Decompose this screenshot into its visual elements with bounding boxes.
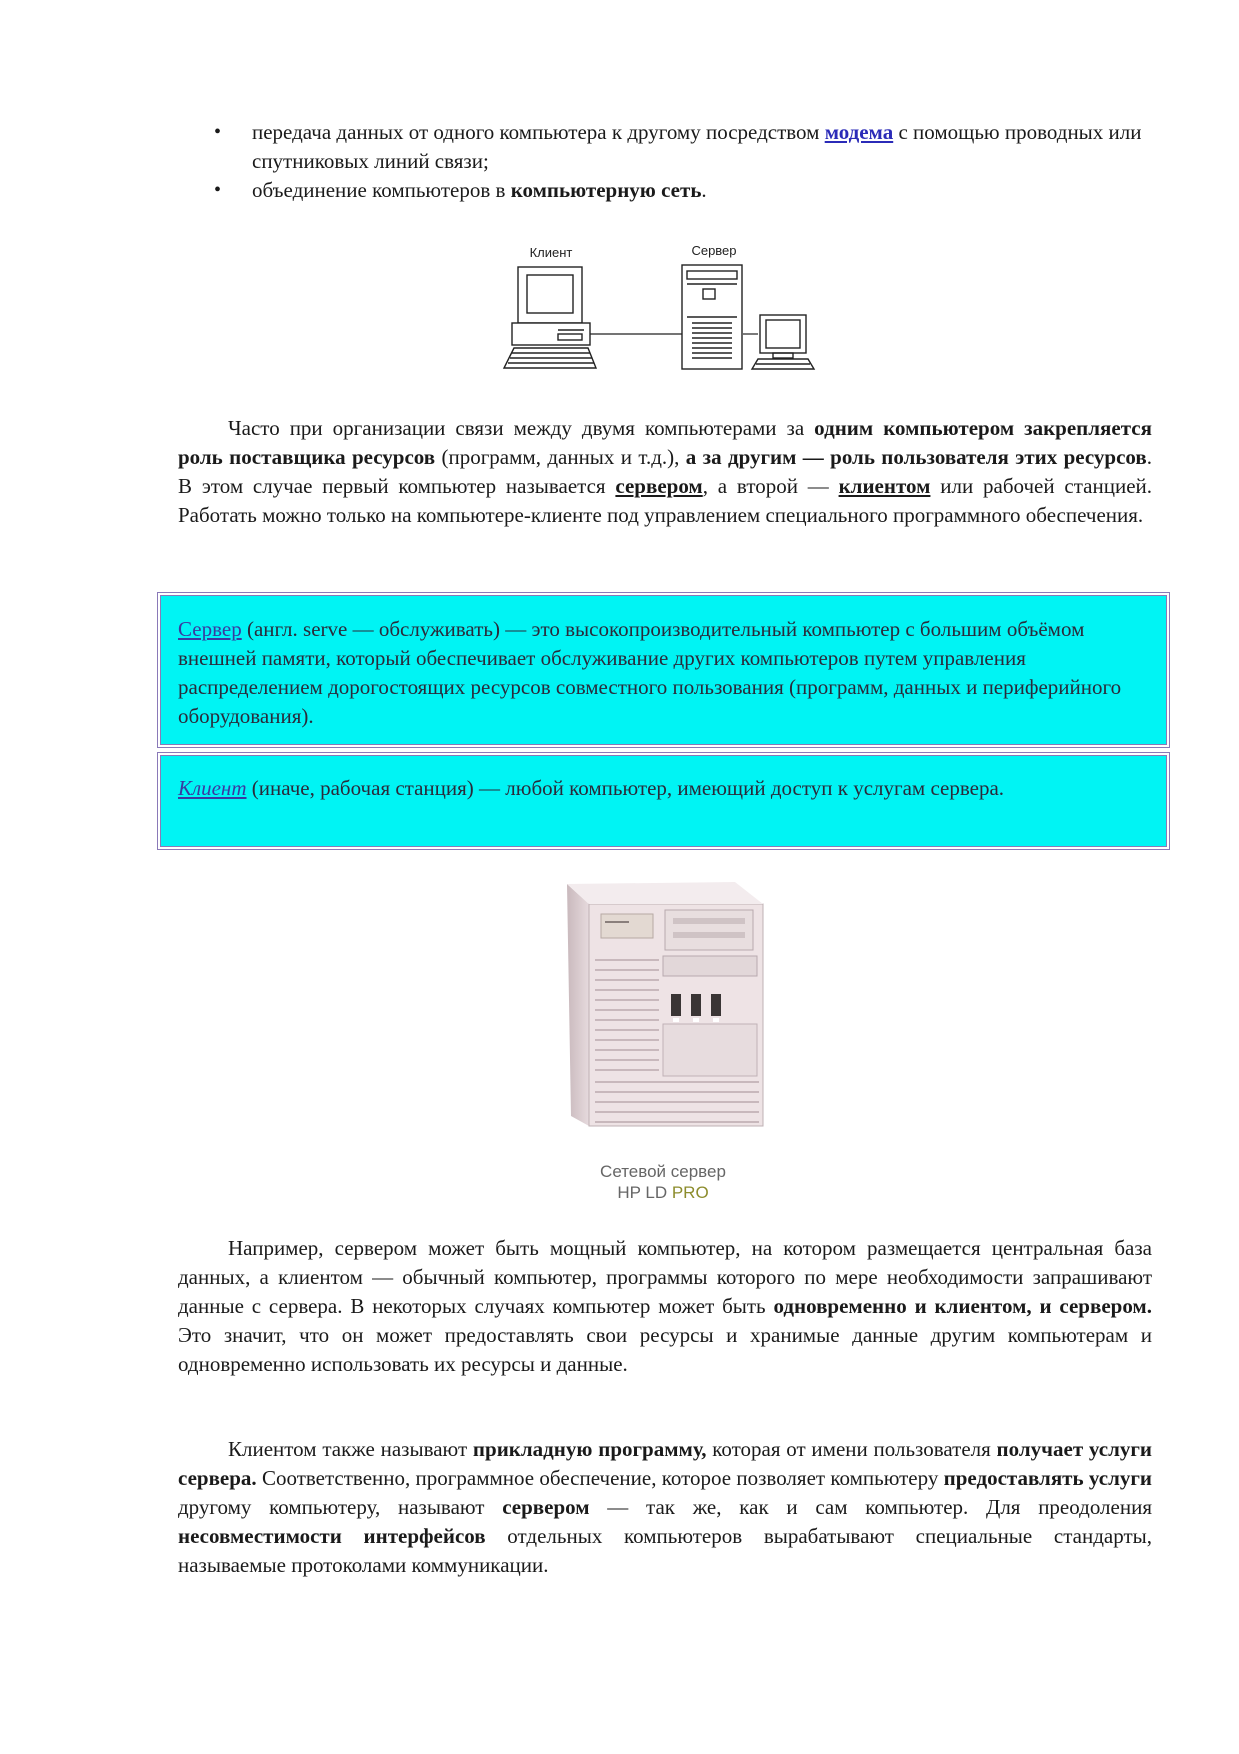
server-definition-box: Сервер (англ. serve — обслуживать) — это высокопроизводительный компьютер с большим объёмом внешней памяти, который обеспечивает обслуживание других компьютеров путем управления распределением дорогостоящих ресурсов совместного пользования (программ, данных и периферийного оборудования).	[157, 592, 1170, 748]
server-tower-icon	[682, 265, 742, 369]
client-computer-icon	[504, 267, 596, 368]
server-photo-image	[559, 876, 771, 1136]
paragraph-client-program: Клиентом также называют прикладную программу, которая от имени пользователя получает услуги сервера. Соответственно, программное обеспечение, которое позволяет компьютеру предоставлять услуги другому компьютеру, называют сервером — так же, как и сам компьютер. Для преодоления несовместимости интерфейсов отдельных компьютеров вырабатывают специальные стандарты, называемые протоколами коммуникации.	[178, 1437, 1152, 1577]
bullet-list	[178, 118, 1152, 205]
client-server-diagram	[496, 235, 856, 385]
modem-link[interactable]: модема	[824, 120, 894, 144]
server-monitor-icon	[752, 315, 814, 369]
paragraph-example: Например, сервером может быть мощный компьютер, на котором размещается центральная база данных, а клиентом — обычный компьютер, программы которого по мере необходимости запрашивают данные с сервера. В некоторых случаях компьютер может быть одновременно и клиентом, и сервером. Это значит, что он может предоставлять свои ресурсы и хранимые данные другим компьютерам и одновременно использовать их ресурсы и данные.	[178, 1236, 1152, 1376]
bullet-item-modem: • передача данных от одного компьютера к другому посредством модема с помощью проводных или спутниковых линий связи;	[178, 118, 1152, 176]
client-term-link[interactable]: Клиент	[178, 776, 247, 800]
client-definition-box: Клиент (иначе, рабочая станция) — любой компьютер, имеющий доступ к услугам сервера.	[157, 752, 1170, 850]
paragraph-client-server-roles: Часто при организации связи между двумя компьютерами за одним компьютером закрепляется роль поставщика ресурсов (программ, данных и т.д.), а за другим — роль пользователя этих ресурсов. В этом случае первый компьютер называется сервером, а второй — клиентом или рабочей станцией. Работать можно только на компьютере-клиенте под управлением специального программного обеспечения.	[178, 416, 1153, 527]
photo-caption: Сетевой сервер HP LD PRO	[600, 1162, 726, 1202]
bullet-item-network: • объединение компьютеров в компьютерную сеть.	[178, 176, 1152, 205]
server-label: Сервер	[691, 243, 737, 258]
client-label: Клиент	[529, 245, 573, 260]
server-term-link[interactable]: Сервер	[178, 617, 242, 641]
